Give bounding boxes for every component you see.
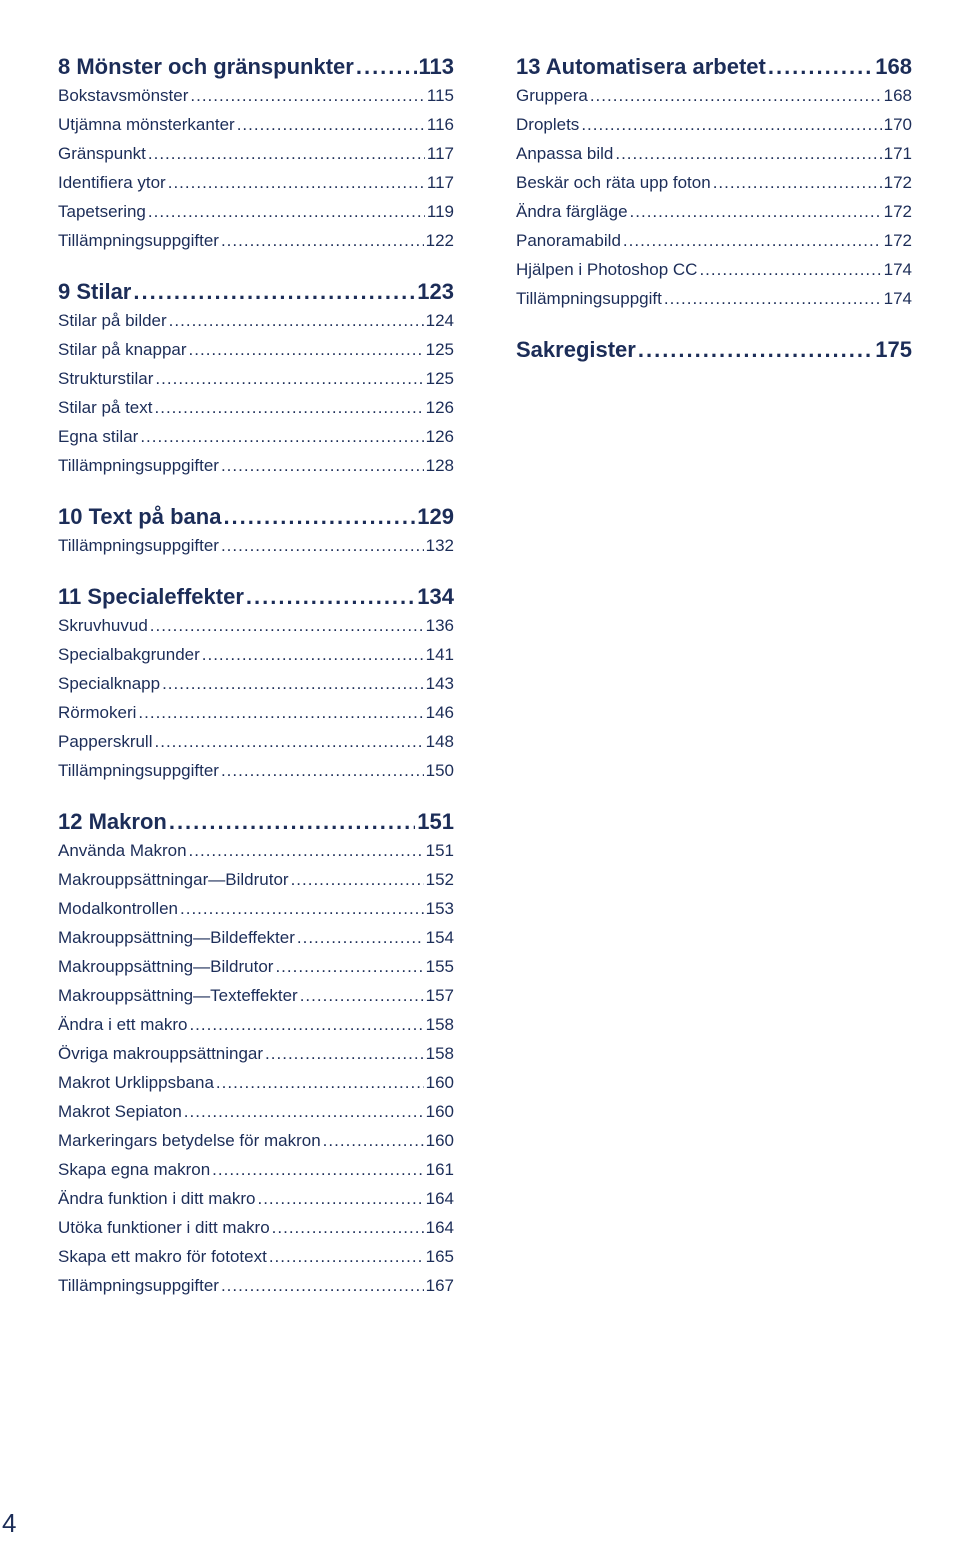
entry-page-number: 150	[425, 761, 454, 780]
entry-title: Egna stilar	[58, 427, 139, 446]
entry-page-number: 117	[426, 144, 454, 163]
toc-entry[interactable]	[58, 451, 454, 480]
entry-page-number: 165	[425, 1247, 454, 1266]
toc-entry[interactable]	[58, 1010, 454, 1039]
toc-entry[interactable]	[58, 836, 454, 865]
chapter-title: 11 Specialeffekter	[58, 584, 244, 609]
entry-page-number: 119	[426, 202, 454, 221]
dot-leader	[150, 611, 424, 640]
toc-entry[interactable]	[58, 923, 454, 952]
toc-entry[interactable]	[58, 1242, 454, 1271]
dot-leader	[269, 1242, 424, 1271]
entry-title: Droplets	[516, 115, 580, 134]
entry-page-number: 167	[425, 1276, 454, 1295]
dot-leader	[272, 1213, 424, 1242]
chapter-title: 13 Automatisera arbetet	[516, 54, 766, 79]
dot-leader	[140, 422, 423, 451]
entry-title: Bokstavsmönster	[58, 86, 189, 105]
entry-title: Tillämpningsuppgifter	[58, 536, 219, 555]
toc-entry[interactable]	[58, 952, 454, 981]
entry-page-number: 124	[425, 311, 454, 330]
entry-title: Papperskrull	[58, 732, 153, 751]
entry-page-number: 125	[425, 340, 454, 359]
dot-leader	[300, 981, 424, 1010]
entry-title: Modalkontrollen	[58, 899, 179, 918]
dot-leader	[190, 81, 425, 110]
dot-leader	[138, 698, 423, 727]
dot-leader	[356, 52, 417, 81]
dot-leader	[155, 727, 424, 756]
toc-chapter-heading[interactable]	[516, 335, 912, 364]
entry-title: Rörmokeri	[58, 703, 137, 722]
chapter-page-number: 129	[417, 504, 454, 529]
toc-entry[interactable]	[58, 727, 454, 756]
entry-page-number: 125	[425, 369, 454, 388]
dot-leader	[246, 582, 415, 611]
dot-leader	[275, 952, 423, 981]
entry-page-number: 151	[425, 841, 454, 860]
dot-leader	[189, 836, 424, 865]
dot-leader	[221, 531, 424, 560]
entry-page-number: 160	[425, 1102, 454, 1121]
chapter-page-number: 175	[875, 337, 912, 362]
dot-leader	[133, 277, 415, 306]
entry-page-number: 152	[425, 870, 454, 889]
toc-chapter-heading[interactable]	[516, 52, 912, 81]
toc-entry[interactable]	[58, 1184, 454, 1213]
entry-title: Använda Makron	[58, 841, 187, 860]
toc-entry[interactable]	[58, 981, 454, 1010]
entry-title: Tillämpningsuppgifter	[58, 761, 219, 780]
toc-entry[interactable]	[58, 1039, 454, 1068]
toc-entry[interactable]	[516, 168, 912, 197]
dot-leader	[323, 1126, 424, 1155]
entry-title: Tillämpningsuppgifter	[58, 1276, 219, 1295]
entry-title: Utöka funktioner i ditt makro	[58, 1218, 270, 1237]
entry-page-number: 146	[425, 703, 454, 722]
toc-entry[interactable]	[58, 865, 454, 894]
toc-left-column	[58, 52, 454, 1322]
entry-title: Tapetsering	[58, 202, 146, 221]
entry-title: Makrouppsättning—Texteffekter	[58, 986, 298, 1005]
toc-entry[interactable]	[58, 1155, 454, 1184]
dot-leader	[155, 364, 423, 393]
toc-entry[interactable]	[58, 1097, 454, 1126]
entry-title: Anpassa bild	[516, 144, 614, 163]
toc-entry[interactable]	[58, 894, 454, 923]
toc-entry[interactable]	[58, 168, 454, 197]
entry-page-number: 157	[425, 986, 454, 1005]
entry-page-number: 141	[425, 645, 454, 664]
chapter-page-number: 151	[417, 809, 454, 834]
dot-leader	[216, 1068, 424, 1097]
entry-page-number: 172	[883, 202, 912, 221]
entry-page-number: 117	[426, 173, 454, 192]
toc-entry[interactable]	[58, 531, 454, 560]
toc-entry[interactable]	[516, 139, 912, 168]
toc-section	[58, 582, 454, 785]
entry-page-number: 164	[425, 1189, 454, 1208]
toc-chapter-heading[interactable]	[58, 52, 454, 81]
dot-leader	[221, 1271, 424, 1300]
dot-leader	[168, 168, 425, 197]
dot-leader	[297, 923, 424, 952]
toc-entry[interactable]	[58, 1068, 454, 1097]
chapter-page-number: 113	[418, 54, 454, 79]
entry-page-number: 160	[425, 1131, 454, 1150]
dot-leader	[223, 502, 415, 531]
dot-leader	[615, 139, 881, 168]
entry-page-number: 126	[425, 427, 454, 446]
dot-leader	[590, 81, 882, 110]
entry-page-number: 122	[425, 231, 454, 250]
entry-title: Makrouppsättning—Bildeffekter	[58, 928, 295, 947]
toc-entry[interactable]	[58, 640, 454, 669]
toc-entry[interactable]	[516, 284, 912, 313]
toc-entry[interactable]	[58, 756, 454, 785]
toc-entry[interactable]	[58, 393, 454, 422]
dot-leader	[148, 139, 425, 168]
entry-title: Beskär och räta upp foton	[516, 173, 711, 192]
entry-title: Specialknapp	[58, 674, 161, 693]
dot-leader	[699, 255, 881, 284]
entry-page-number: 128	[425, 456, 454, 475]
dot-leader	[221, 226, 424, 255]
entry-title: Panoramabild	[516, 231, 621, 250]
entry-title: Utjämna mönsterkanter	[58, 115, 235, 134]
toc-entry[interactable]	[58, 1271, 454, 1300]
toc-section	[58, 277, 454, 480]
chapter-page-number: 123	[417, 279, 454, 304]
entry-title: Makrouppsättningar—Bildrutor	[58, 870, 289, 889]
entry-page-number: 132	[425, 536, 454, 555]
entry-page-number: 164	[425, 1218, 454, 1237]
toc-entry[interactable]	[58, 1213, 454, 1242]
dot-leader	[713, 168, 882, 197]
dot-leader	[291, 865, 424, 894]
chapter-title: 9 Stilar	[58, 279, 132, 304]
entry-page-number: 155	[425, 957, 454, 976]
entry-title: Makrot Sepiaton	[58, 1102, 182, 1121]
entry-page-number: 126	[425, 398, 454, 417]
chapter-title: Sakregister	[516, 337, 636, 362]
toc-chapter-heading[interactable]	[58, 502, 454, 531]
entry-page-number: 115	[426, 86, 454, 105]
entry-title: Övriga makrouppsättningar	[58, 1044, 264, 1063]
entry-page-number: 116	[426, 115, 454, 134]
entry-page-number: 153	[425, 899, 454, 918]
dot-leader	[237, 110, 425, 139]
toc-entry[interactable]	[58, 335, 454, 364]
entry-page-number: 171	[883, 144, 912, 163]
toc-chapter-heading[interactable]	[58, 582, 454, 611]
toc-entry[interactable]	[58, 81, 454, 110]
toc-entry[interactable]	[58, 306, 454, 335]
toc-entry[interactable]	[516, 81, 912, 110]
toc-section	[58, 502, 454, 560]
dot-leader	[184, 1097, 424, 1126]
entry-title: Gränspunkt	[58, 144, 146, 163]
dot-leader	[221, 756, 424, 785]
entry-title: Markeringars betydelse för makron	[58, 1131, 321, 1150]
toc-entry[interactable]	[58, 422, 454, 451]
toc-entry[interactable]	[58, 226, 454, 255]
toc-section	[516, 52, 912, 313]
dot-leader	[581, 110, 881, 139]
entry-page-number: 158	[425, 1015, 454, 1034]
chapter-page-number: 134	[417, 584, 454, 609]
toc-entry[interactable]	[516, 110, 912, 139]
entry-title: Tillämpningsuppgift	[516, 289, 662, 308]
chapter-title: 10 Text på bana	[58, 504, 222, 529]
chapter-title: 12 Makron	[58, 809, 167, 834]
entry-title: Tillämpningsuppgifter	[58, 456, 219, 475]
chapter-page-number: 168	[875, 54, 912, 79]
toc-entry[interactable]	[58, 669, 454, 698]
dot-leader	[169, 807, 415, 836]
toc-chapter-heading[interactable]	[58, 807, 454, 836]
entry-page-number: 148	[425, 732, 454, 751]
dot-leader	[630, 197, 882, 226]
entry-page-number: 168	[883, 86, 912, 105]
entry-title: Stilar på bilder	[58, 311, 167, 330]
dot-leader	[664, 284, 882, 313]
entry-page-number: 161	[425, 1160, 454, 1179]
entry-page-number: 170	[883, 115, 912, 134]
toc-entry[interactable]	[58, 197, 454, 226]
entry-title: Ändra funktion i ditt makro	[58, 1189, 256, 1208]
dot-leader	[623, 226, 882, 255]
entry-page-number: 172	[883, 231, 912, 250]
entry-page-number: 160	[425, 1073, 454, 1092]
dot-leader	[257, 1184, 423, 1213]
entry-title: Makrot Urklippsbana	[58, 1073, 214, 1092]
toc-entry[interactable]	[58, 611, 454, 640]
toc-entry[interactable]	[516, 197, 912, 226]
toc-chapter-heading[interactable]	[58, 277, 454, 306]
entry-title: Strukturstilar	[58, 369, 154, 388]
dot-leader	[221, 451, 424, 480]
entry-title: Skruvhuvud	[58, 616, 148, 635]
entry-title: Gruppera	[516, 86, 588, 105]
toc-entry[interactable]	[516, 255, 912, 284]
dot-leader	[155, 393, 424, 422]
toc-section	[58, 807, 454, 1300]
entry-title: Hjälpen i Photoshop CC	[516, 260, 698, 279]
entry-page-number: 154	[425, 928, 454, 947]
entry-page-number: 174	[883, 289, 912, 308]
entry-title: Stilar på knappar	[58, 340, 187, 359]
entry-title: Skapa ett makro för fototext	[58, 1247, 267, 1266]
toc-right-column	[516, 52, 912, 386]
entry-page-number: 143	[425, 674, 454, 693]
entry-title: Specialbakgrunder	[58, 645, 200, 664]
dot-leader	[189, 1010, 423, 1039]
chapter-title: 8 Mönster och gränspunkter	[58, 54, 354, 79]
toc-section	[516, 335, 912, 364]
toc-entry[interactable]	[58, 364, 454, 393]
entry-title: Skapa egna makron	[58, 1160, 211, 1179]
dot-leader	[202, 640, 424, 669]
dot-leader	[265, 1039, 424, 1068]
toc-entry[interactable]	[58, 1126, 454, 1155]
entry-page-number: 172	[883, 173, 912, 192]
toc-entry[interactable]	[58, 110, 454, 139]
dot-leader	[768, 52, 873, 81]
toc-entry[interactable]	[516, 226, 912, 255]
entry-title: Makrouppsättning—Bildrutor	[58, 957, 274, 976]
toc-section	[58, 52, 454, 255]
toc-entry[interactable]	[58, 698, 454, 727]
entry-title: Ändra i ett makro	[58, 1015, 188, 1034]
dot-leader	[148, 197, 425, 226]
page-number: 4	[2, 1508, 17, 1538]
dot-leader	[189, 335, 424, 364]
entry-page-number: 158	[425, 1044, 454, 1063]
toc-entry[interactable]	[58, 139, 454, 168]
dot-leader	[638, 335, 873, 364]
entry-page-number: 136	[425, 616, 454, 635]
entry-page-number: 174	[883, 260, 912, 279]
dot-leader	[162, 669, 424, 698]
dot-leader	[212, 1155, 423, 1184]
dot-leader	[169, 306, 424, 335]
entry-title: Stilar på text	[58, 398, 153, 417]
entry-title: Ändra färgläge	[516, 202, 628, 221]
entry-title: Tillämpningsuppgifter	[58, 231, 219, 250]
entry-title: Identifiera ytor	[58, 173, 166, 192]
dot-leader	[180, 894, 424, 923]
